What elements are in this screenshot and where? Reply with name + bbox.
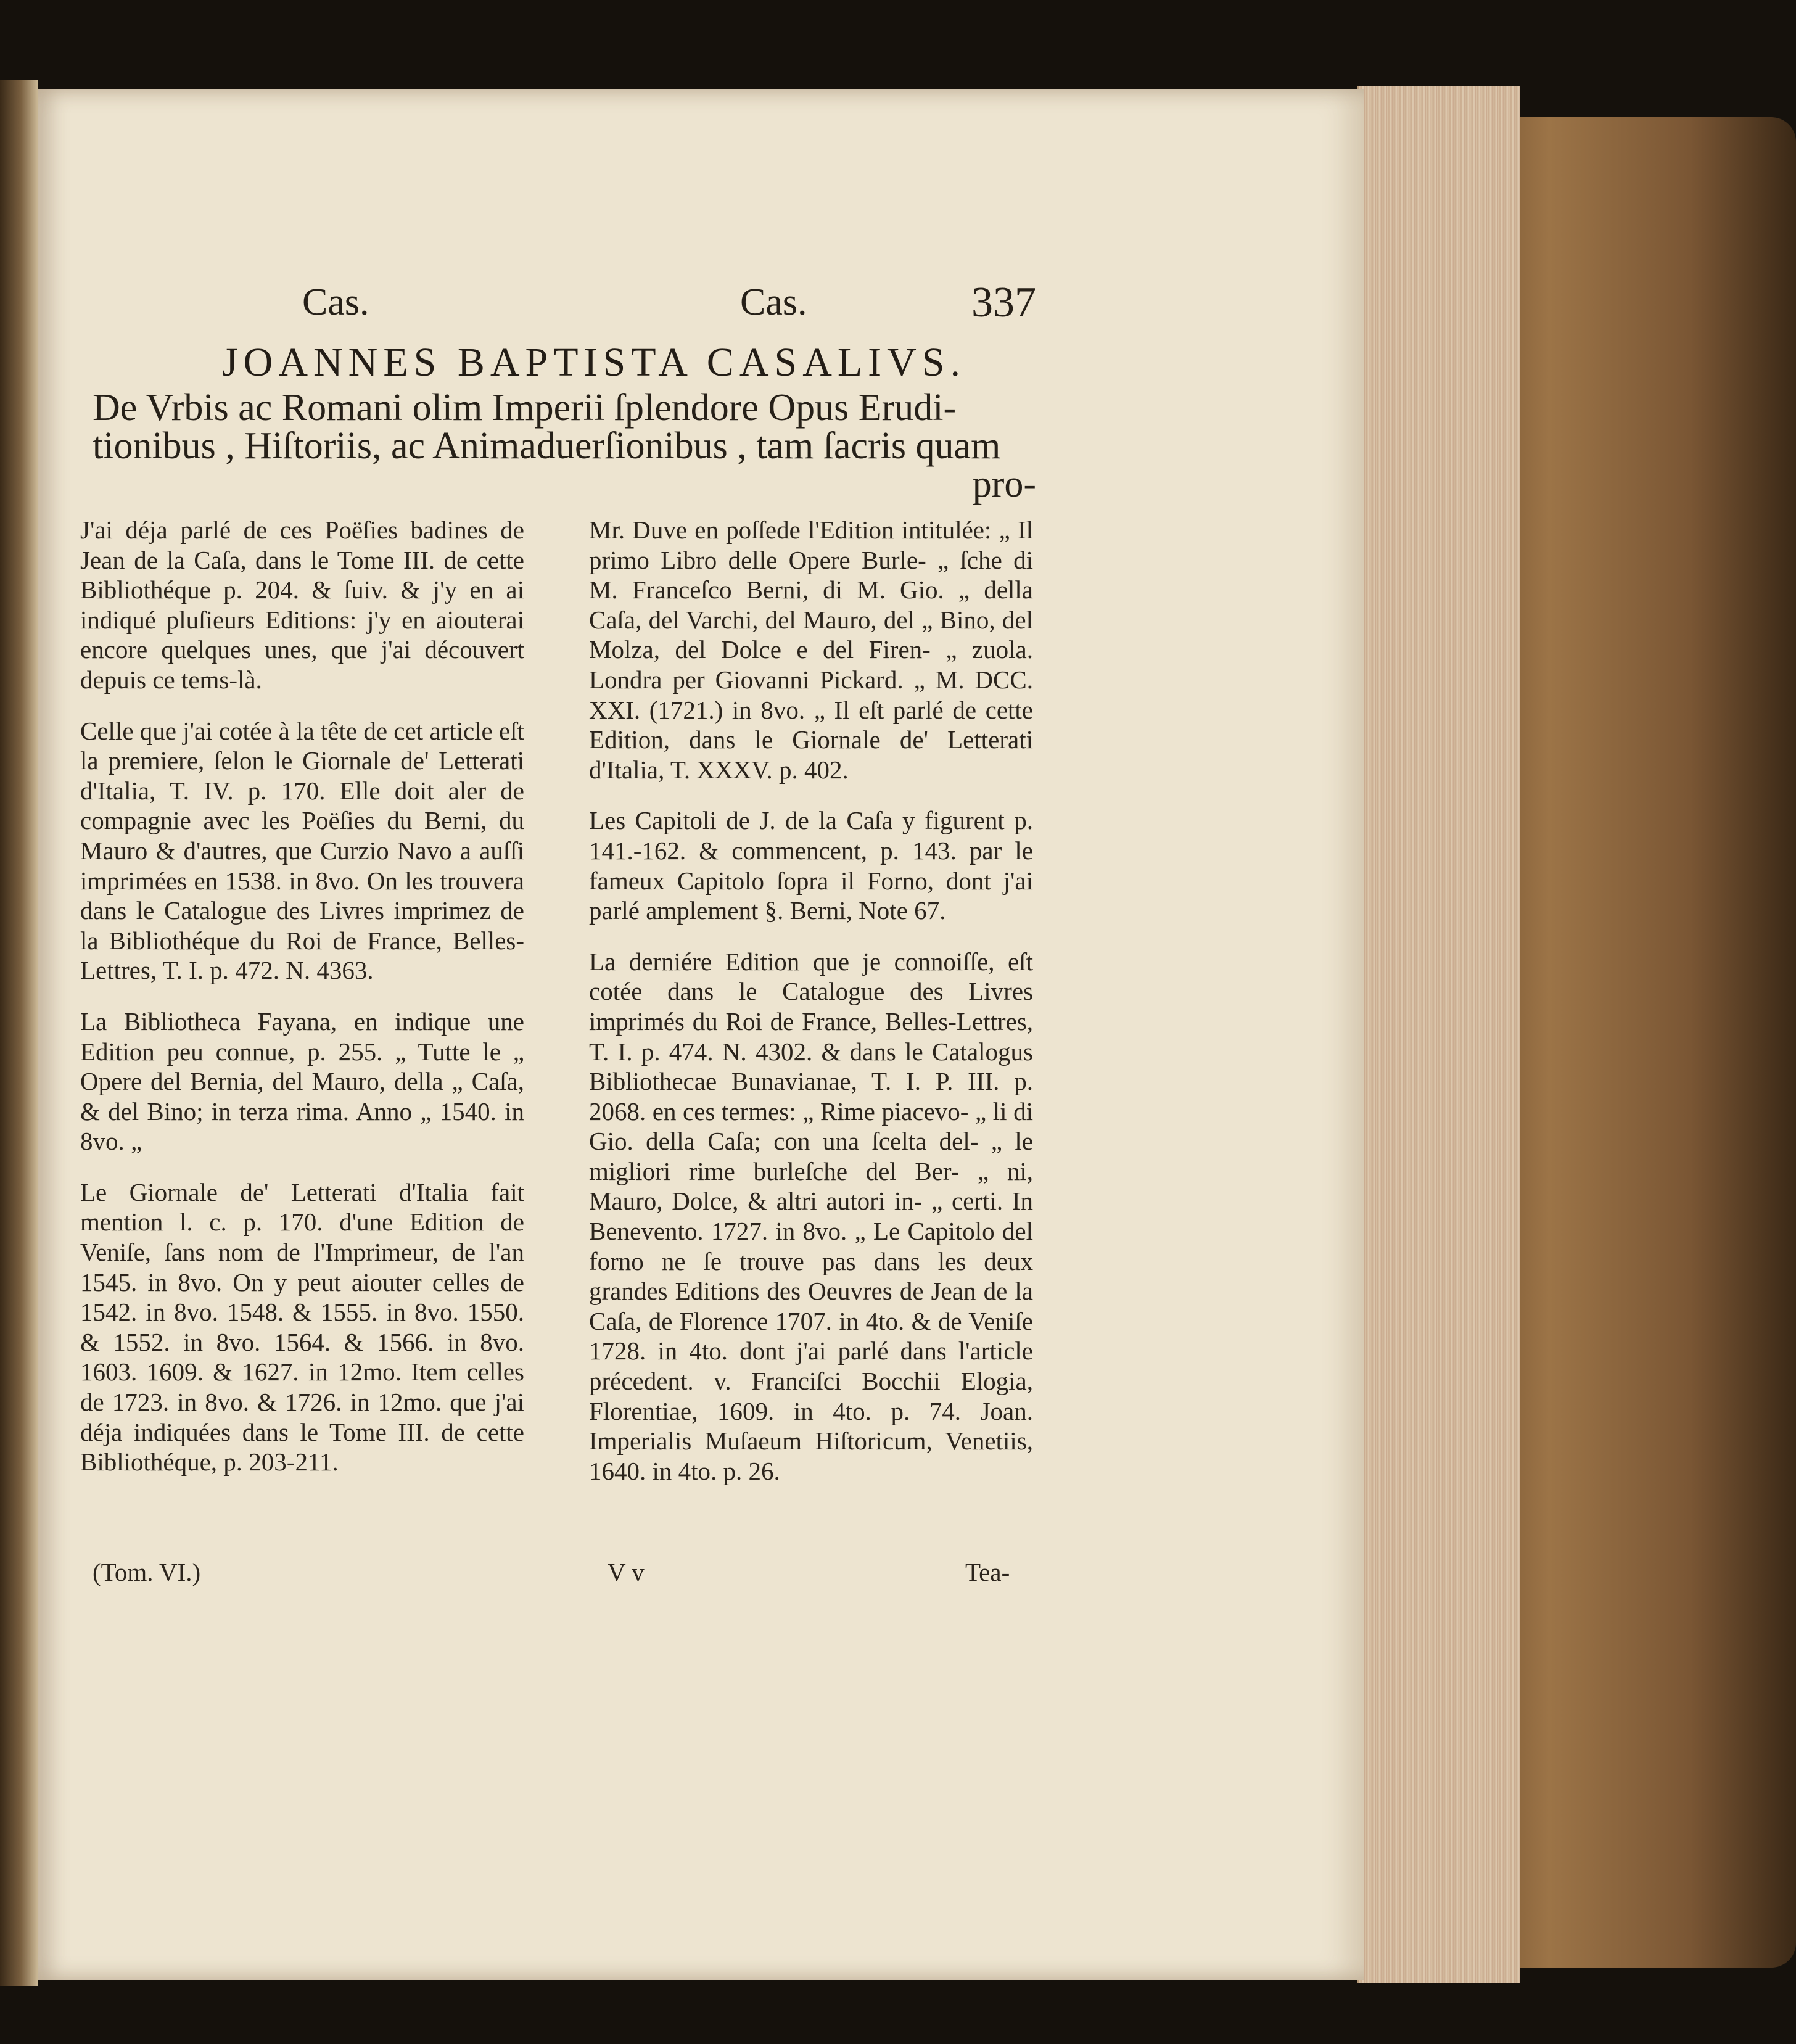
right-paragraph-3: La derniére Edition que je connoiſſe, eſt cotée dans le Catalogue des Livres imprimés du Roi de France, Belles-Lettres, T. I. p. 474. N. 4302. & dans le Catalogus Bibliothecae Bunavianae, T. I. P. III. p. 2068. en ces termes: „ Rime piacevo- „ li di Gio. della Caſa; con una ſcelta del- „ le migliori rime burleſche del Ber- „ ni, Mauro, Dolce, & altri autori in- „ certi. In Benevento. 1727. in 8vo. „ Le Capitolo del forno ne ſe trouve pas dans les deux grandes Editions des Oeuvres de Jean de la Caſa, de Florence 1707. in 4to. & de Veniſe 1728. in 4to. dont j'ai parlé dans l'article précedent. v. Franciſci Bocchii Elogia, Florentiae, 1609. in 4to. p. 74. Joan. Imperialis Muſaeum Hiſtoricum, Venetiis, 1640. in 4to. p. 26.: [589, 947, 1033, 1485]
signature-mark: V v: [608, 1558, 645, 1586]
right-column: [589, 515, 1033, 1507]
page-fore-edge: [1357, 86, 1520, 1983]
subtitle-line-2: tionibus , Hiſtoriis, ac Animaduerſionibus , tam ſacris quam: [93, 425, 1001, 467]
left-paragraph-2: Celle que j'ai cotée à la tête de cet article eſt la premiere, ſelon le Giornale de' Letterati d'Italia, T. IV. p. 170. Elle doit aler de compagnie avec les Poëſies du Berni, du Mauro & d'autres, que Curzio Navo a auſſi imprimées en 1538. in 8vo. On les trouvera dans le Catalogue des Livres imprimez de la Bibliothéque du Roi de France, Belles-Lettres, T. I. p. 472. N. 4363.: [80, 716, 524, 985]
left-page-edge: [0, 80, 38, 1986]
right-paragraph-1: Mr. Duve en poſſede l'Edition intitulée: „ Il primo Libro delle Opere Burle- „ ſche di M. Franceſco Berni, di M. Gio. „ della Caſa, del Varchi, del Mauro, del „ Bino, del Molza, del Dolce e del Firen- „ zuola. Londra per Giovanni Pickard. „ M. DCC. XXI. (1721.) in 8vo. „ Il eſt parlé de cette Edition, dans le Giornale de' Letterati d'Italia, T. XXXV. p. 402.: [589, 516, 1033, 784]
volume-mark: (Tom. VI.): [93, 1558, 201, 1586]
right-paragraph-2: Les Capitoli de J. de la Caſa y figurent p. 141.-162. & commencent, p. 143. par le fameux Capitolo ſopra il Forno, dont j'ai parlé amplement §. Berni, Note 67.: [589, 806, 1033, 925]
entry-title: JOANNES BAPTISTA CASALIVS.: [222, 340, 966, 385]
running-head-left: Cas.: [302, 281, 369, 323]
left-paragraph-3: La Bibliotheca Fayana, en indique une Edition peu connue, p. 255. „ Tutte le „ Opere del Bernia, del Mauro, della „ Caſa, & del Bino; in terza rima. Anno „ 1540. in 8vo. „: [80, 1007, 524, 1156]
left-paragraph-1: J'ai déja parlé de ces Poëſies badines de Jean de la Caſa, dans le Tome III. de cette Bibliothéque p. 204. & ſuiv. & j'y en ai indiqué pluſieurs Editions: j'y en aiouterai encore quelques unes, que j'ai découvert depuis ce tems-là.: [80, 516, 524, 694]
page-number: 337: [971, 279, 1036, 326]
left-paragraph-4: Le Giornale de' Letterati d'Italia fait mention l. c. p. 170. d'une Edition de Veniſe, ſans nom de l'Imprimeur, de l'an 1545. in 8vo. On y peut aiouter celles de 1542. in 8vo. 1548. & 1555. in 8vo. 1550. & 1552. in 8vo. 1564. & 1566. in 8vo. 1603. 1609. & 1627. in 12mo. Item celles de 1723. in 8vo. & 1726. in 12mo. que j'ai déja indiquées dans le Tome III. de cette Bibliothéque, p. 203-211.: [80, 1177, 524, 1477]
running-head-center: Cas.: [740, 281, 807, 323]
left-column: [80, 515, 524, 1498]
catchword: Tea-: [965, 1558, 1010, 1586]
subtitle-line-1: De Vrbis ac Romani olim Imperii ſplendore Opus Erudi-: [93, 387, 957, 429]
entry-subtitle: [93, 389, 1036, 503]
running-head: [210, 281, 1036, 336]
subtitle-line-3: pro-: [972, 463, 1036, 505]
